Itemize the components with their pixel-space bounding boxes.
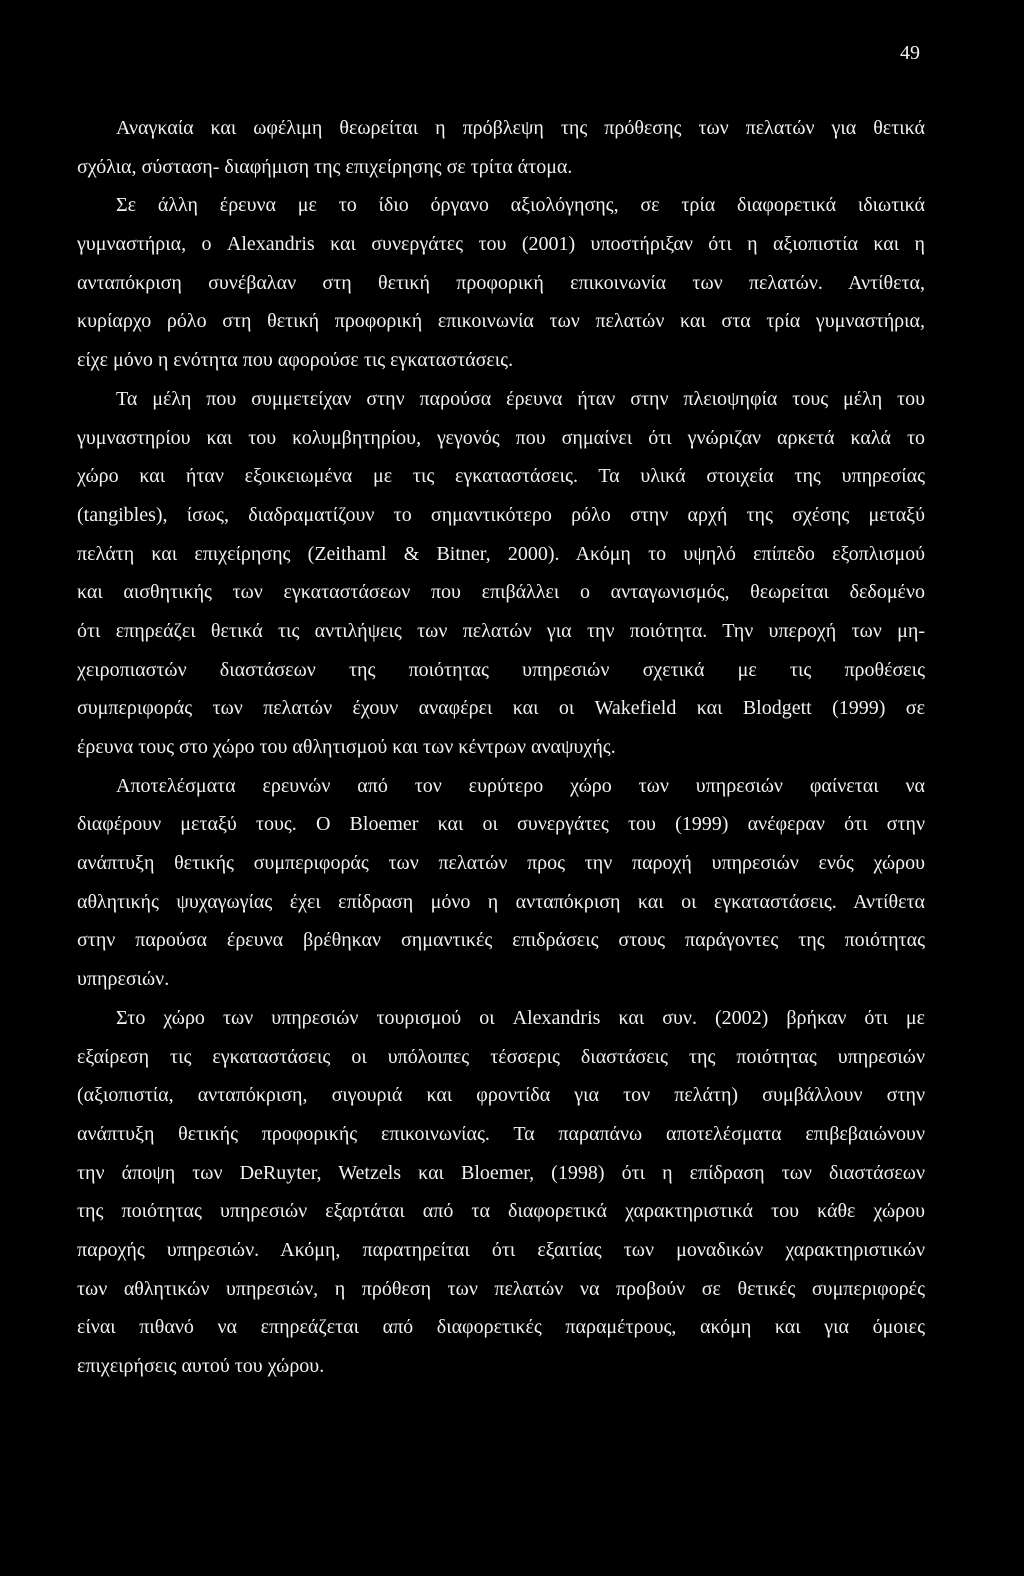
- text-line: πελάτη και επιχείρησης (Zeithaml & Bitner, 2000). Ακόμη το υψηλό επίπεδο εξοπλισμού: [77, 542, 925, 565]
- text-line: της ποιότητας υπηρεσιών εξαρτάται από τα διαφορετικά χαρακτηριστικά του κάθε χώρου: [77, 1200, 925, 1223]
- text-line: ανάπτυξη θετικής συμπεριφοράς των πελατών προς την παροχή υπηρεσιών ενός χώρου: [77, 852, 925, 875]
- text-line: είναι πιθανό να επηρεάζεται από διαφορετικές παραμέτρους, ακόμη και για όμοιες: [77, 1316, 925, 1339]
- text-line: χώρο και ήταν εξοικειωμένα με τις εγκαταστάσεις. Τα υλικά στοιχεία της υπηρεσίας: [77, 465, 925, 488]
- text-line: στην παρούσα έρευνα βρέθηκαν σημαντικές επιδράσεις στους παράγοντες της ποιότητας: [77, 929, 925, 952]
- text-line: εξαίρεση τις εγκαταστάσεις οι υπόλοιπες τέσσερις διαστάσεις της ποιότητας υπηρεσιών: [77, 1045, 925, 1068]
- text-line: ότι επηρεάζει θετικά τις αντιλήψεις των πελατών για την ποιότητα. Την υπεροχή των μη-: [77, 619, 925, 642]
- text-line: ανταπόκριση συνέβαλαν στη θετική προφορική επικοινωνία των πελατών. Αντίθετα,: [77, 271, 925, 294]
- text-line: υπηρεσιών.: [77, 968, 170, 991]
- text-line: Σε άλλη έρευνα με το ίδιο όργανο αξιολόγησης, σε τρία διαφορετικά ιδιωτικά: [116, 194, 925, 217]
- text-line: διαφέρουν μεταξύ τους. Ο Bloemer και οι συνεργάτες του (1999) ανέφεραν ότι στην: [77, 813, 925, 836]
- page-number: 49: [900, 42, 920, 64]
- text-line: έρευνα τους στο χώρο του αθλητισμού και των κέντρων αναψυχής.: [77, 736, 616, 758]
- text-line: Αποτελέσματα ερευνών από τον ευρύτερο χώρο των υπηρεσιών φαίνεται να: [116, 774, 925, 797]
- text-line: γυμναστηρίου και του κολυμβητηρίου, γεγονός που σημαίνει ότι γνώριζαν αρκετά καλά το: [77, 426, 925, 449]
- text-line: επιχειρήσεις αυτού του χώρου.: [77, 1355, 325, 1377]
- text-line: και αισθητικής των εγκαταστάσεων που επιβάλλει ο ανταγωνισμός, θεωρείται δεδομένο: [77, 581, 925, 604]
- text-line: είχε μόνο η ενότητα που αφορούσε τις εγκαταστάσεις.: [77, 349, 514, 372]
- text-line: (αξιοπιστία, ανταπόκριση, σιγουριά και φροντίδα για τον πελάτη) συμβάλλουν στην: [77, 1084, 925, 1107]
- text-line: σχόλια, σύσταση- διαφήμιση της επιχείρησης σε τρίτα άτομα.: [77, 155, 573, 178]
- text-line: ανάπτυξη θετικής προφορικής επικοινωνίας. Τα παραπάνω αποτελέσματα επιβεβαιώνουν: [77, 1122, 925, 1145]
- text-line: Τα μέλη που συμμετείχαν στην παρούσα έρευνα ήταν στην πλειοψηφία τους μέλη του: [116, 387, 925, 410]
- document-body: [77, 109, 925, 1386]
- text-line: την άποψη των DeRuyter, Wetzels και Bloemer, (1998) ότι η επίδραση των διαστάσεων: [77, 1161, 925, 1184]
- text-line: γυμναστήρια, ο Alexandris και συνεργάτες του (2001) υποστήριξαν ότι η αξιοπιστία και η: [77, 233, 925, 256]
- text-line: αθλητικής ψυχαγωγίας έχει επίδραση μόνο η ανταπόκριση και οι εγκαταστάσεις. Αντίθετα: [77, 890, 925, 913]
- text-line: (tangibles), ίσως, διαδραματίζουν το σημαντικότερο ρόλο στην αρχή της σχέσης μεταξύ: [77, 503, 925, 526]
- text-line: συμπεριφοράς των πελατών έχουν αναφέρει και οι Wakefield και Blodgett (1999) σε: [77, 697, 925, 720]
- text-line: παροχής υπηρεσιών. Ακόμη, παρατηρείται ότι εξαιτίας των μοναδικών χαρακτηριστικών: [77, 1238, 925, 1261]
- text-line: των αθλητικών υπηρεσιών, η πρόθεση των πελατών να προβούν σε θετικές συμπεριφορές: [77, 1277, 925, 1300]
- text-line: κυρίαρχο ρόλο στη θετική προφορική επικοινωνία των πελατών και στα τρία γυμναστήρια,: [77, 310, 925, 333]
- text-line: Στο χώρο των υπηρεσιών τουρισμού οι Alexandris και συν. (2002) βρήκαν ότι με: [116, 1006, 925, 1029]
- text-line: χειροπιαστών διαστάσεων της ποιότητας υπηρεσιών σχετικά με τις προθέσεις: [77, 658, 925, 681]
- text-line: Αναγκαία και ωφέλιμη θεωρείται η πρόβλεψη της πρόθεσης των πελατών για θετικά: [116, 117, 925, 139]
